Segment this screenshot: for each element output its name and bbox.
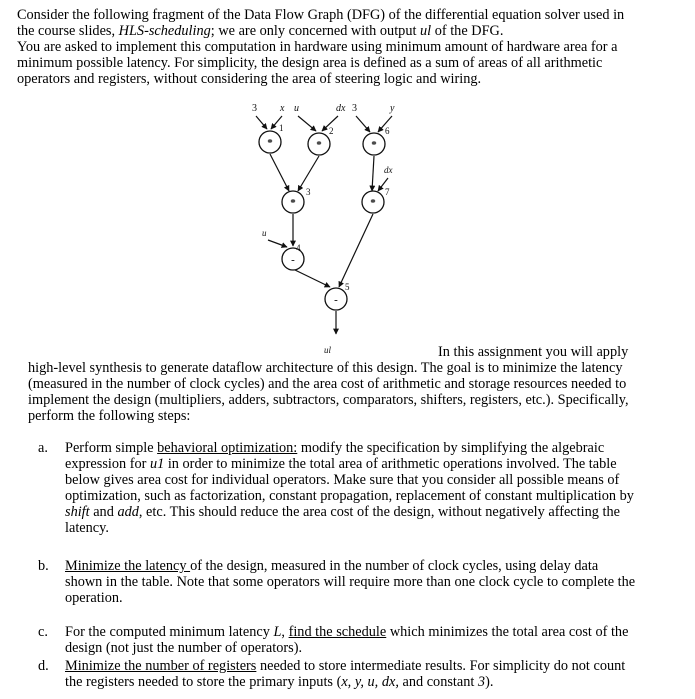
intro-line-4: minimum possible latency. For simplicity, the design area is defined as a sum of areas of all arithmetic bbox=[17, 55, 603, 71]
dfg-input-x: x bbox=[280, 103, 285, 114]
step-a-line-4: optimization, such as factorization, constant propagation, replacement of constant multiplication by bbox=[65, 488, 634, 504]
op-symbol-2: * bbox=[316, 139, 322, 151]
op-label-5: 5 bbox=[345, 282, 350, 292]
edge-op7-to-op5 bbox=[339, 214, 373, 287]
op-symbol-7: * bbox=[370, 197, 376, 209]
intro-line-1: Consider the following fragment of the Data Flow Graph (DFG) of the differential equation solver used in bbox=[17, 7, 625, 23]
dfg-side-input-dx: dx bbox=[384, 165, 393, 175]
op-symbol-3: * bbox=[290, 197, 296, 209]
step-b-line-1: Minimize the latency of the design, measured in the number of clock cycles, using delay data bbox=[65, 558, 599, 574]
step-d-line-2: the registers needed to store the primary inputs (x, y, u, dx, and constant 3). bbox=[65, 674, 494, 690]
step-d-body bbox=[65, 658, 665, 690]
assignment-lead: In this assignment you will apply bbox=[438, 344, 629, 360]
op-label-6: 6 bbox=[385, 126, 390, 136]
step-a-line-6: latency. bbox=[65, 520, 109, 536]
edge-3-to-op6 bbox=[356, 116, 370, 132]
step-c-marker: c. bbox=[38, 624, 48, 640]
step-b-line-3: operation. bbox=[65, 590, 123, 606]
intro-paragraph bbox=[17, 7, 677, 87]
op-label-3: 3 bbox=[306, 187, 311, 197]
edge-op2-to-op3 bbox=[298, 156, 319, 191]
step-a-body bbox=[65, 440, 665, 536]
step-b-body bbox=[65, 558, 665, 606]
edge-op1-to-op3 bbox=[270, 154, 289, 191]
assignment-line-3: implement the design (multipliers, adders, subtractors, comparators, shifters, registers, etc.). Specifically, bbox=[28, 392, 629, 408]
step-b-line-2: shown in the table. Note that some operators will require more than one clock cycle to complete the bbox=[65, 574, 636, 590]
dfg-input-dx: dx bbox=[336, 103, 346, 114]
step-c-body bbox=[65, 624, 665, 656]
dfg-input-u: u bbox=[294, 103, 299, 114]
intro-line-3: You are asked to implement this computation in hardware using minimum amount of hardware area for a bbox=[17, 39, 618, 55]
dfg-input-y: y bbox=[390, 103, 395, 114]
step-a-line-3: below gives area cost for individual operators. Make sure that you consider all possible means of bbox=[65, 472, 620, 488]
assignment-paragraph bbox=[28, 360, 678, 424]
edge-op4-to-op5 bbox=[295, 270, 330, 287]
step-d-marker: d. bbox=[38, 658, 49, 674]
op-label-4: 4 bbox=[296, 243, 301, 253]
assignment-line-1: high-level synthesis to generate dataflow architecture of this design. The goal is to minimize the latency bbox=[28, 360, 623, 376]
step-c-line-2: design (not just the number of operators). bbox=[65, 640, 303, 656]
op-symbol-1: * bbox=[267, 137, 273, 149]
intro-line-2: the course slides, HLS-scheduling; we are only concerned with output ul of the DFG. bbox=[17, 23, 504, 39]
op-symbol-4: - bbox=[291, 254, 295, 266]
step-d-line-1: Minimize the number of registers needed to store intermediate results. For simplicity do not count bbox=[65, 658, 626, 674]
op-symbol-6: * bbox=[371, 139, 377, 151]
step-b-marker: b. bbox=[38, 558, 49, 574]
step-a-line-1: Perform simple behavioral optimization: modify the specification by simplifying the algebraic bbox=[65, 440, 605, 456]
edge-u-to-op2 bbox=[298, 116, 316, 131]
dfg-input-3a: 3 bbox=[252, 103, 257, 114]
edge-op6-to-op7 bbox=[372, 156, 374, 191]
assignment-line-4: perform the following steps: bbox=[28, 408, 191, 424]
step-a-line-5: shift and add, etc. This should reduce the area cost of the design, without negatively affecting the bbox=[65, 504, 620, 520]
edge-u-to-op4 bbox=[268, 240, 287, 247]
step-a-line-2: expression for u1 in order to minimize the total area of arithmetic operations involved. The table bbox=[65, 456, 617, 472]
dfg-diagram bbox=[240, 96, 430, 360]
dfg-output-label: ul bbox=[324, 345, 332, 355]
edge-3-to-op1 bbox=[256, 116, 267, 129]
dfg-input-3b: 3 bbox=[352, 103, 357, 114]
step-c-line-1: For the computed minimum latency L, find the schedule which minimizes the total area cost of the bbox=[65, 624, 629, 640]
dfg-side-input-u: u bbox=[262, 228, 267, 238]
op-symbol-5: - bbox=[334, 294, 338, 306]
op-label-7: 7 bbox=[385, 187, 390, 197]
op-label-2: 2 bbox=[329, 126, 334, 136]
assignment-line-2: (measured in the number of clock cycles) and the area cost of arithmetic and storage resources needed to bbox=[28, 376, 627, 392]
op-label-1: 1 bbox=[279, 123, 284, 133]
intro-line-5: operators and registers, without considering the area of steering logic and wiring. bbox=[17, 71, 482, 87]
step-a-marker: a. bbox=[38, 440, 48, 456]
